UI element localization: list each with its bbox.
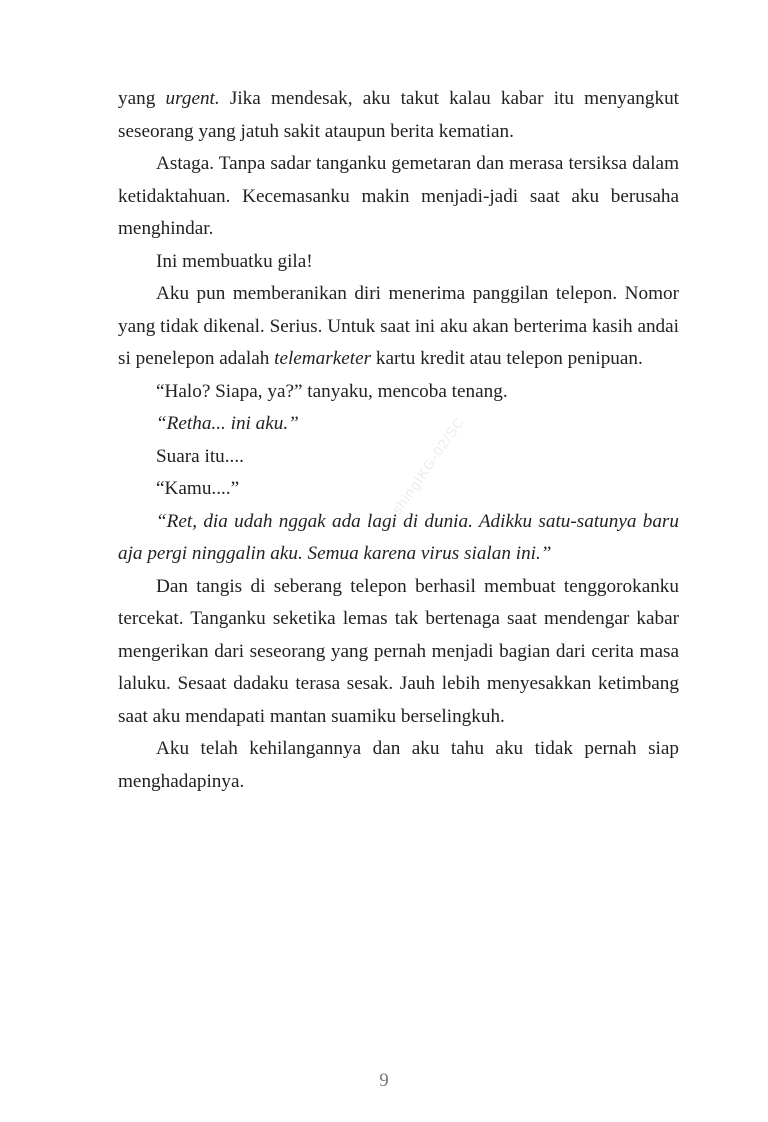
paragraph-p1 xyxy=(118,83,679,148)
text-run: Ini membuatku gila! xyxy=(156,250,313,272)
text-run: “Halo? Siapa, ya?” tanyaku, mencoba tenang. xyxy=(156,380,508,402)
text-run: Astaga. Tanpa sadar tanganku gemetaran dan merasa tersiksa dalam ketidaktahuan. Kecemasanku makin menjadi-jadi saat aku berusaha menghindar. xyxy=(118,153,679,239)
paragraph-p7 xyxy=(118,441,679,474)
paragraph-p10 xyxy=(118,571,679,734)
paragraph-p3 xyxy=(118,246,679,279)
text-run: Aku telah kehilangannya dan aku tahu aku tidak pernah siap menghadapinya. xyxy=(118,738,679,792)
text-run: Aku pun memberanikan diri menerima panggilan telepon. Nomor yang tidak dikenal. Serius. Untuk saat ini aku akan berterima kasih andai si penelepon adalah xyxy=(118,283,679,369)
paragraph-p11 xyxy=(118,733,679,798)
italic-text: “Ret, dia udah nggak ada lagi di dunia. Adikku satu-satunya baru aja pergi ninggalin aku. Semua karena virus sialan ini.” xyxy=(118,510,679,564)
italic-text: “Retha... ini aku.” xyxy=(156,413,299,434)
paragraph-p6 xyxy=(118,408,679,441)
paragraph-p2 xyxy=(118,148,679,246)
text-run: yang xyxy=(118,88,166,109)
paragraph-p5 xyxy=(118,376,679,409)
text-run: “Kamu....” xyxy=(156,478,240,499)
page-number: 9 xyxy=(379,1070,389,1091)
watermark: ...shingIKG-02/SC xyxy=(380,413,468,530)
text-run: Dan tangis di seberang telepon berhasil membuat tenggorokanku tercekat. Tanganku seketika lemas tak bertenaga saat mendengar kabar mengerikan dari seseorang yang pernah menjadi bagian dari cerita masa laluku. Sesaat dadaku terasa sesak. Jauh lebih menyesakkan ketimbang saat aku mendapati mantan suamiku berselingkuh. xyxy=(118,575,679,727)
italic-text: urgent. xyxy=(165,88,220,109)
text-run: kartu kredit atau telepon penipuan. xyxy=(371,348,643,369)
italic-text: telemarketer xyxy=(274,348,372,369)
text-run: Jika mendesak, aku takut kalau kabar itu menyangkut seseorang yang jatuh sakit ataupun berita kematian. xyxy=(118,88,679,142)
paragraph-p4 xyxy=(118,278,679,376)
text-run: Suara itu.... xyxy=(156,445,244,467)
body-text xyxy=(118,83,679,798)
